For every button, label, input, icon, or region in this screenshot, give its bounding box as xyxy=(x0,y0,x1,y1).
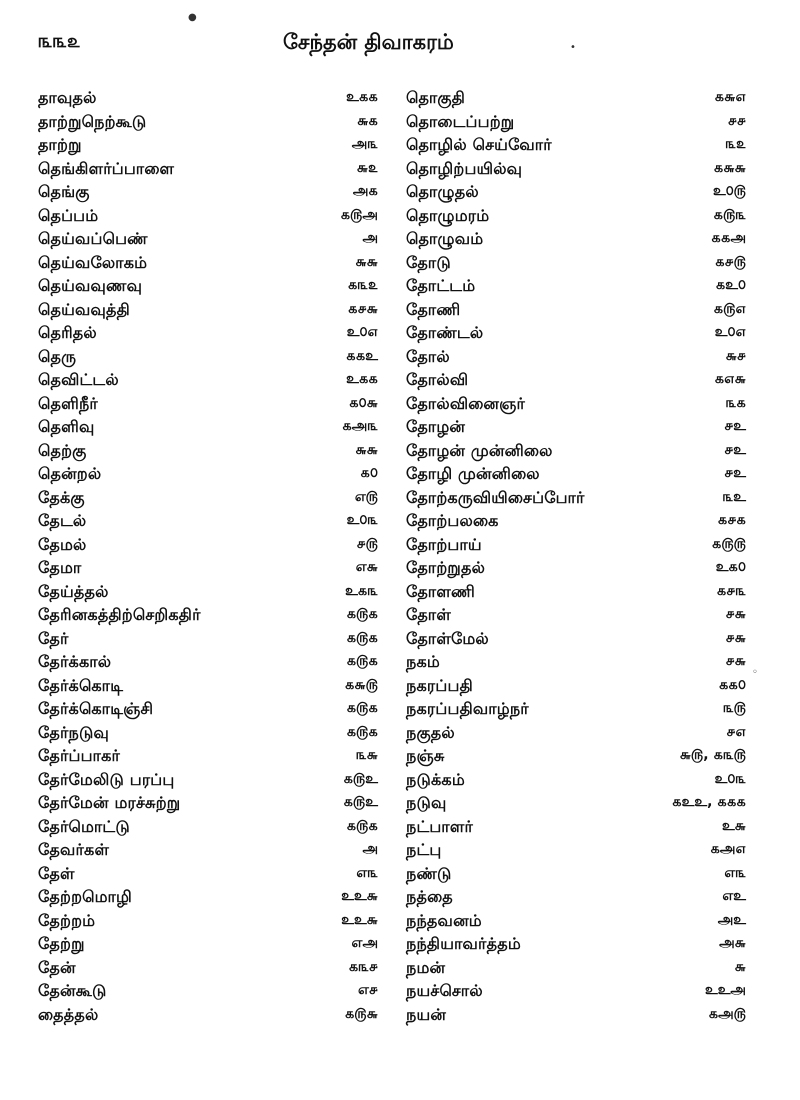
entry-page-ref: ௧௩௨ xyxy=(347,277,378,293)
entry-page-ref: உ௦௩ xyxy=(714,770,746,787)
entry-term: தோல் xyxy=(406,346,450,366)
entry-page-ref: எஉ xyxy=(722,888,746,904)
entry-page-ref: அ xyxy=(362,841,378,857)
index-entry xyxy=(406,979,746,1003)
entry-page-ref: ௧௫௧ xyxy=(346,723,378,740)
entry-page-ref: ௧௫௧ xyxy=(346,700,378,716)
entry-page-ref: உ௦௫ xyxy=(713,183,746,199)
entry-term: தெளிநீர் xyxy=(38,393,98,413)
index-entry xyxy=(38,439,378,463)
index-entry xyxy=(38,86,378,110)
entry-page-ref: அஉ xyxy=(717,911,746,928)
index-entry xyxy=(406,580,746,604)
entry-term: தோற்கருவியிசைப்போர் xyxy=(406,487,585,507)
index-entry xyxy=(406,392,746,416)
entry-page-ref: ௧௪௩ xyxy=(716,582,746,599)
entry-term: தோல்வி xyxy=(406,370,469,389)
entry-term: தோழி முன்னிலை xyxy=(406,464,540,483)
entry-page-ref: ௪உ xyxy=(724,465,746,481)
index-entry xyxy=(406,815,746,839)
entry-term: நந்தவனம் xyxy=(406,910,482,930)
entry-term: தேரினகத்திற்செறிகதிர் xyxy=(38,605,201,624)
entry-page-ref: ௧அ௩ xyxy=(342,418,378,434)
index-entry xyxy=(406,509,746,533)
entry-term: தொகுதி xyxy=(406,88,466,107)
entry-term: நடுவு xyxy=(406,793,447,812)
index-entry xyxy=(38,580,378,604)
page-title: சேந்தன் திவாகரம் xyxy=(283,30,454,54)
entry-page-ref: ௧௫உ xyxy=(343,794,378,810)
entry-term: நத்தை xyxy=(406,887,453,906)
index-entry xyxy=(38,274,378,298)
index-entry xyxy=(406,345,746,369)
entry-page-ref: ௪௭ xyxy=(726,723,746,740)
entry-page-ref: ௧௩௪ xyxy=(348,958,378,975)
entry-page-ref: உஉ௬ xyxy=(341,888,378,904)
index-entry xyxy=(38,932,378,956)
entry-page-ref: உ௬ xyxy=(721,817,746,834)
index-entry xyxy=(406,298,746,322)
entry-term: தொழிற்பயில்வு xyxy=(406,158,523,178)
entry-term: தாற்றுநெற்கூடு xyxy=(38,111,147,131)
index-entry xyxy=(406,157,746,181)
entry-page-ref: ௬௨ xyxy=(356,159,378,176)
page-header xyxy=(0,30,800,60)
entry-term: நடுக்கம் xyxy=(406,769,465,789)
entry-term: தெரு xyxy=(38,346,77,366)
entry-term: தொழுமரம் xyxy=(406,205,490,225)
index-entry xyxy=(406,110,746,134)
index-entry xyxy=(406,1003,746,1027)
entry-term: தோண்டல் xyxy=(406,323,484,342)
entry-term: தோள்மேல் xyxy=(406,628,489,648)
entry-term: தோற்றுதல் xyxy=(406,558,486,577)
index-entry xyxy=(406,885,746,909)
entry-term: தொழில் செய்வோர் xyxy=(406,135,552,154)
entry-page-ref: ௧௫௩ xyxy=(713,206,746,223)
entry-page-ref: ௪௬ xyxy=(725,606,746,622)
entry-term: தோற்பாய் xyxy=(406,534,482,554)
entry-term: தோளணி xyxy=(406,581,475,601)
index-entry xyxy=(38,392,378,416)
entry-page-ref: உ௧௦ xyxy=(715,559,746,575)
entry-page-ref: ௧௪௫ xyxy=(715,253,746,270)
index-entry xyxy=(38,815,378,839)
index-entry xyxy=(38,110,378,134)
entry-term: நமன் xyxy=(406,957,446,977)
entry-page-ref: உ௧௩ xyxy=(345,582,378,599)
index-entry xyxy=(406,909,746,933)
index-entry xyxy=(38,227,378,251)
index-entry xyxy=(38,979,378,1003)
entry-page-ref: ௧௫௭ xyxy=(713,300,746,317)
entry-term: தேர்நடுவு xyxy=(38,722,109,742)
entry-term: தெப்பம் xyxy=(38,205,99,225)
entry-term: தேர்ப்பாகர் xyxy=(38,746,121,765)
index-entry xyxy=(38,180,378,204)
index-column-right xyxy=(406,86,746,1026)
index-entry xyxy=(38,838,378,862)
index-entry xyxy=(406,533,746,557)
entry-term: நஞ்சு xyxy=(406,746,445,765)
entry-term: தொழுவம் xyxy=(406,229,484,248)
entry-page-ref: அ xyxy=(362,230,378,246)
entry-page-ref: ௬௫, ௧௩௫ xyxy=(679,747,746,763)
entry-term: தேமா xyxy=(38,558,82,577)
entry-term: தொழுதல் xyxy=(406,182,479,201)
entry-page-ref: ௧அ௫ xyxy=(708,1005,746,1022)
entry-term: தோணி xyxy=(406,299,461,319)
entry-page-ref: ௧௬௬ xyxy=(713,159,746,176)
entry-term: தேர்மொட்டு xyxy=(38,816,130,836)
entry-page-ref: அ௧ xyxy=(352,183,378,199)
entry-page-ref: உ௦௭ xyxy=(346,324,378,340)
index-entry xyxy=(38,744,378,768)
entry-page-ref: ௩௨ xyxy=(725,136,746,152)
entry-term: தெங்கு xyxy=(38,182,90,201)
entry-term: நகம் xyxy=(406,652,440,671)
index-entry xyxy=(406,956,746,980)
entry-page-ref: ௧௪௧ xyxy=(717,512,746,528)
index-entry xyxy=(406,415,746,439)
entry-term: தோட்டம் xyxy=(406,276,476,295)
entry-page-ref: ௧௫௫ xyxy=(711,535,746,552)
index-entry xyxy=(406,321,746,345)
entry-page-ref: உ௦௭ xyxy=(714,324,746,340)
entry-term: நயன் xyxy=(406,1004,447,1024)
index-entry xyxy=(38,251,378,275)
index-entry xyxy=(38,345,378,369)
entry-term: நகுதல் xyxy=(406,722,455,742)
entry-term: தேள் xyxy=(38,863,75,883)
entry-term: தேற்று xyxy=(38,934,85,953)
index-entry xyxy=(406,368,746,392)
entry-term: தெய்வப்பெண் xyxy=(38,229,148,248)
index-entry xyxy=(38,157,378,181)
entry-page-ref: உ௧௧ xyxy=(346,89,378,105)
print-speck: • xyxy=(570,42,576,53)
entry-term: தேற்றமொழி xyxy=(38,887,132,906)
entry-page-ref: ௧௫௬ xyxy=(344,1005,378,1022)
index-entry xyxy=(406,204,746,228)
index-entry xyxy=(406,674,746,698)
entry-term: நகரப்பதிவாழ்நர் xyxy=(406,699,529,718)
index-entry xyxy=(406,274,746,298)
entry-page-ref: ௪௬ xyxy=(725,653,746,669)
index-entry xyxy=(38,556,378,580)
index-entry xyxy=(406,721,746,745)
entry-term: நகரப்பதி xyxy=(406,675,473,695)
entry-term: நட்பு xyxy=(406,840,442,859)
entry-page-ref: ௩உ xyxy=(722,488,746,505)
index-entry xyxy=(406,768,746,792)
entry-page-ref: ௧உ௦ xyxy=(715,277,746,293)
entry-page-ref: எ௬ xyxy=(355,559,378,575)
entry-term: நண்டு xyxy=(406,863,452,883)
entry-page-ref: ௧௫௧ xyxy=(346,629,378,646)
entry-term: தெவிட்டல் xyxy=(38,370,119,389)
entry-term: நந்தியாவர்த்தம் xyxy=(406,934,521,953)
entry-term: தெய்வவுத்தி xyxy=(38,299,130,319)
entry-term: தாவுதல் xyxy=(38,88,97,107)
entry-term: தேடல் xyxy=(38,511,87,530)
entry-page-ref: எ௫ xyxy=(354,488,378,505)
index-entry xyxy=(406,627,746,651)
entry-page-ref: ௪உ xyxy=(724,418,746,434)
index-entry xyxy=(38,721,378,745)
index-entry xyxy=(406,227,746,251)
entry-page-ref: ௬௬ xyxy=(355,441,378,458)
index-entry xyxy=(38,674,378,698)
entry-page-ref: ௩௫ xyxy=(723,700,746,716)
entry-page-ref: ௧௧உ xyxy=(346,347,378,364)
entry-page-ref: ௬௬ xyxy=(355,253,378,270)
entry-term: தேர்க்கொடிஞ்சி xyxy=(38,699,154,718)
entry-term: தேய்த்தல் xyxy=(38,581,109,601)
entry-page-ref: ௧௬௫ xyxy=(344,676,378,693)
entry-term: தேர்மேலிடு பரப்பு xyxy=(38,769,175,789)
entry-term: தெளிவு xyxy=(38,417,95,436)
entry-term: தெற்கு xyxy=(38,440,87,460)
index-entry xyxy=(38,603,378,627)
entry-term: தெரிதல் xyxy=(38,323,97,342)
entry-page-ref: ௧௫௧ xyxy=(346,653,378,669)
index-entry xyxy=(406,251,746,275)
entry-page-ref: ௧௫௧ xyxy=(346,606,378,622)
entry-page-ref: அ௩ xyxy=(351,136,378,152)
index-entry xyxy=(38,1003,378,1027)
page-number: ௩௩௨ xyxy=(38,30,81,52)
index-entry xyxy=(406,603,746,627)
entry-page-ref: ௧௫௧ xyxy=(346,817,378,834)
entry-page-ref: ௧௬௭ xyxy=(714,89,746,105)
index-entry xyxy=(406,556,746,580)
entry-page-ref: ௧௫அ xyxy=(340,206,378,223)
entry-term: தொடைப்பற்று xyxy=(406,111,515,131)
entry-page-ref: எ௩ xyxy=(356,864,378,881)
entry-page-ref: ௩௧ xyxy=(725,394,746,411)
entry-term: தேன்கூடு xyxy=(38,981,107,1000)
entry-page-ref: ௧உஉ, ௧௧௧ xyxy=(672,794,746,810)
entry-page-ref: ௪௫ xyxy=(356,535,378,552)
index-entry xyxy=(406,650,746,674)
entry-term: தென்றல் xyxy=(38,464,102,483)
index-entry xyxy=(38,133,378,157)
entry-page-ref: ௬௧ xyxy=(357,112,378,129)
index-entry xyxy=(406,86,746,110)
index-entry xyxy=(406,744,746,768)
entry-page-ref: ௪உ xyxy=(724,441,746,458)
entry-page-ref: ௪௬ xyxy=(725,629,746,646)
entry-page-ref: எ௪ xyxy=(358,982,378,998)
index-entry xyxy=(406,862,746,886)
entry-term: தெய்வவுணவு xyxy=(38,276,143,295)
index-entry xyxy=(38,321,378,345)
entry-term: தேர்க்கால் xyxy=(38,652,112,671)
entry-term: தேக்கு xyxy=(38,487,85,507)
entry-page-ref: ௧௧௦ xyxy=(718,676,746,693)
index-entry xyxy=(38,415,378,439)
entry-term: தைத்தல் xyxy=(38,1004,99,1024)
entry-page-ref: உஉ௬ xyxy=(341,911,378,928)
index-column-left xyxy=(38,86,378,1026)
entry-term: தேர் xyxy=(38,628,69,648)
index-entry xyxy=(406,486,746,510)
entry-term: தெங்கிளர்ப்பாளை xyxy=(38,158,175,178)
entry-term: தேர்க்கொடி xyxy=(38,675,124,695)
index-entry xyxy=(406,932,746,956)
entry-page-ref: ௬௪ xyxy=(725,347,746,364)
entry-page-ref: ௬ xyxy=(734,958,746,975)
index-entry xyxy=(406,180,746,204)
entry-term: தேர்மேன் மரச்சுற்று xyxy=(38,793,181,812)
index-entry xyxy=(38,909,378,933)
index-entry xyxy=(38,509,378,533)
entry-term: தோள் xyxy=(406,605,451,624)
entry-term: தோற்பலகை xyxy=(406,511,499,530)
entry-term: தேவர்கள் xyxy=(38,840,110,859)
entry-term: நயச்சொல் xyxy=(406,981,483,1000)
index-entry xyxy=(406,133,746,157)
index-entry xyxy=(406,462,746,486)
entry-page-ref: உஉஅ xyxy=(705,982,746,998)
entry-page-ref: ௩௬ xyxy=(356,747,378,763)
index-entry xyxy=(38,627,378,651)
entry-term: தெய்வலோகம் xyxy=(38,252,148,272)
index-entry xyxy=(38,204,378,228)
index-entry xyxy=(38,768,378,792)
entry-page-ref: எ௩ xyxy=(724,864,746,881)
index-entry xyxy=(38,791,378,815)
entry-page-ref: ௧௦௬ xyxy=(349,394,378,411)
entry-page-ref: ௧௫உ xyxy=(343,770,378,787)
index-entry xyxy=(38,956,378,980)
index-entry xyxy=(38,697,378,721)
entry-term: நட்பாளர் xyxy=(406,816,474,836)
entry-term: தோடு xyxy=(406,252,451,272)
entry-term: தோல்வினைஞர் xyxy=(406,393,526,413)
entry-page-ref: ௧௪௬ xyxy=(348,300,378,317)
entry-page-ref: ௧௭௬ xyxy=(714,371,746,387)
index-entry xyxy=(38,368,378,392)
entry-term: தேமல் xyxy=(38,534,87,554)
print-speck: ● xyxy=(188,12,197,23)
entry-page-ref: ௧௦ xyxy=(360,465,378,481)
index-entry xyxy=(406,791,746,815)
entry-page-ref: ௪௪ xyxy=(727,112,746,129)
index-entry xyxy=(38,862,378,886)
entry-page-ref: அ௬ xyxy=(719,935,746,951)
print-speck: ◦ xyxy=(752,667,758,678)
index-entry xyxy=(38,298,378,322)
entry-term: தேற்றம் xyxy=(38,910,96,930)
entry-page-ref: உ௧௧ xyxy=(346,371,378,387)
entry-page-ref: உ௦௩ xyxy=(346,512,378,528)
index-entry xyxy=(38,462,378,486)
entry-term: தோழன் முன்னிலை xyxy=(406,440,553,460)
entry-term: தோழன் xyxy=(406,417,466,436)
index-entry xyxy=(38,486,378,510)
index-entry xyxy=(406,439,746,463)
index-entry xyxy=(38,533,378,557)
entry-page-ref: எஅ xyxy=(351,935,378,951)
entry-page-ref: ௧அ௭ xyxy=(710,841,746,857)
index-entry xyxy=(38,650,378,674)
index-entry xyxy=(38,885,378,909)
entry-page-ref: ௧௧அ xyxy=(711,230,746,246)
entry-term: தாற்று xyxy=(38,135,82,154)
index-entry xyxy=(406,838,746,862)
index-entry xyxy=(406,697,746,721)
entry-term: தேன் xyxy=(38,957,76,977)
